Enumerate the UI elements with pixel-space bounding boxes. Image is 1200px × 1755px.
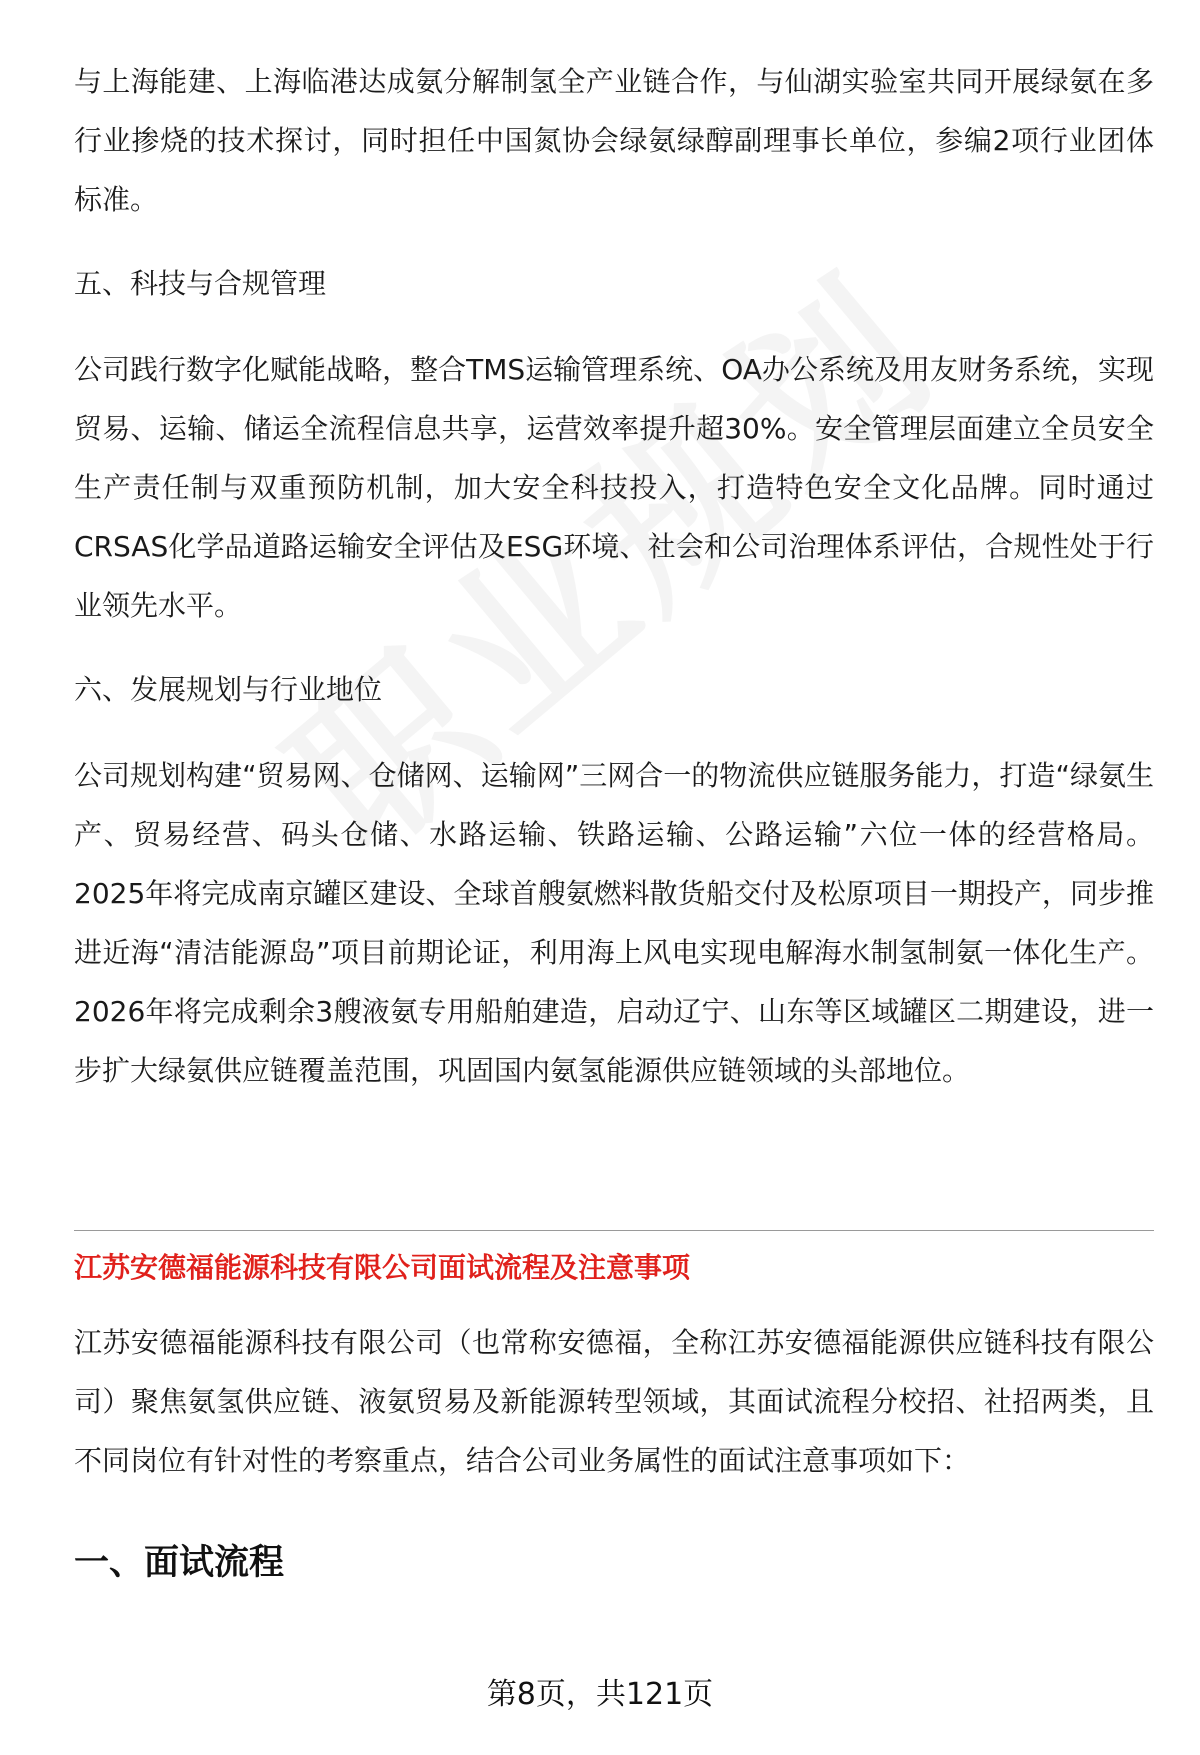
paragraph-section-5: 公司践行数字化赋能战略，整合TMS运输管理系统、OA办公系统及用友财务系统，实现贸易、运输、储运全流程信息共享，运营效率提升超30%。安全管理层面建立全员安全生产责任制与双重预防机制，加大安全科技投入，打造特色安全文化品牌。同时通过CRSAS化学品道路运输安全评估及ESG环境、社会和公司治理体系评估，合规性处于行业领先水平。 [74,353,1154,622]
paragraph-section-6: 公司规划构建“贸易网、仓储网、运输网”三网合一的物流供应链服务能力，打造“绿氨生产、贸易经营、码头仓储、水路运输、铁路运输、公路运输”六位一体的经营格局。2025年将完成南京罐区建设、全球首艘氨燃料散货船交付及松原项目一期投产，同步推进近海“清洁能源岛”项目前期论证，利用海上风电实现电解海水制氢制氨一体化生产。2026年将完成剩余3艘液氨专用船舶建造，启动辽宁、山东等区域罐区二期建设，进一步扩大绿氨供应链覆盖范围，巩固国内氨氢能源供应链领域的头部地位。 [74,759,1154,1087]
heading-section-6: 六、发展规划与行业地位 [74,673,383,706]
main-content [74,52,1154,1100]
page-number: 第8页，共121页 [486,1677,714,1712]
section-intro [74,1313,1154,1490]
paragraph-section-intro: 江苏安德福能源科技有限公司（也常称安德福，全称江苏安德福能源供应链科技有限公司）聚焦氨氢供应链、液氨贸易及新能源转型领域，其面试流程分校招、社招两类，且不同岗位有针对性的考察重点，结合公司业务属性的面试注意事项如下： [74,1326,1154,1477]
section-divider [74,1230,1154,1231]
paragraph-intro-continued: 与上海能建、上海临港达成氨分解制氢全产业链合作，与仙湖实验室共同开展绿氨在多行业掺烧的技术探讨，同时担任中国氮协会绿氨绿醇副理事长单位，参编2项行业团体标准。 [74,65,1154,216]
heading-interview-process: 一、面试流程 [74,1543,285,1583]
section-title: 江苏安德福能源科技有限公司面试流程及注意事项 [74,1251,691,1284]
heading-section-5: 五、科技与合规管理 [74,267,327,300]
